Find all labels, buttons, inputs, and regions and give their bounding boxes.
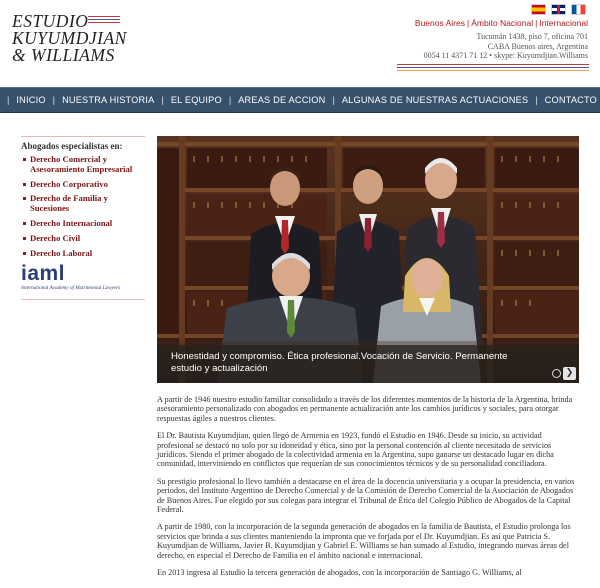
- sidebar-item-laboral[interactable]: Derecho Laboral: [30, 249, 145, 259]
- sidebar-item-internacional[interactable]: Derecho Internacional: [30, 219, 145, 229]
- region-links: Buenos Aires | Ámbito Nacional | Internacional: [414, 18, 588, 28]
- specialties-list: [21, 155, 145, 258]
- slider-dot[interactable]: [552, 369, 561, 378]
- sidebar-item-corporativo[interactable]: Derecho Corporativo: [30, 180, 145, 190]
- sidebar-divider: [21, 136, 145, 137]
- nav-contacto[interactable]: CONTACTO: [544, 95, 597, 105]
- sidebar-title: Abogados especialistas en:: [21, 141, 123, 151]
- iaml-badge[interactable]: [21, 264, 145, 300]
- nav-nuestra-historia[interactable]: NUESTRA HISTORIA: [62, 95, 155, 105]
- phone-skype: 0054 11 4371 71 12 • skype: Kuyumdjian.Williams: [423, 51, 588, 60]
- content-paragraph: A partir de 1980, con la incorporación de la segunda generación de abogados en la familia de Bautista, el Estudio prolonga los servicios que brinda a sus clientes manteniendo la impronta que ve forjada por el Dr. Kuyumdjian. Es así que Patricia S. Kuyumdjian de Williams, Javier B. Kuyumdjian y Gabriel E. Williams se han sumado al Estudio, integrando nuevas áreas del derecho, en especial el Derecho de Familia en el ámbito nacional e internacional.: [157, 522, 571, 560]
- logo-line-1: ESTUDIO: [12, 11, 89, 31]
- main-nav: | INICIO | NUESTRA HISTORIA | EL EQUIPO | AREAS DE ACCION | ALGUNAS DE NUESTRAS ACTUACIONES | CONTACTO: [0, 87, 600, 113]
- logo-stripes: [88, 16, 120, 25]
- france-flag-icon[interactable]: [571, 4, 586, 15]
- contact-address: [424, 32, 588, 61]
- spain-flag-icon[interactable]: [531, 4, 546, 15]
- sidebar-item-familia[interactable]: Derecho de Familia y Sucesiones: [30, 194, 145, 214]
- content-paragraph: En 2013 ingresa al Estudio la tercera generación de abogados, con la incorporación de Santiago G. Williams, al: [157, 568, 522, 578]
- logo-line-2: KUYUMDJIAN: [12, 28, 127, 48]
- iaml-tagline: International Academy of Matrimonial Lawyers: [21, 285, 121, 291]
- iaml-divider: [21, 299, 145, 300]
- nav-el-equipo[interactable]: EL EQUIPO: [170, 95, 222, 105]
- header-stripes: [397, 64, 589, 73]
- nav-areas-de-accion[interactable]: AREAS DE ACCION: [238, 95, 326, 105]
- iaml-logo: iaml: [21, 262, 66, 285]
- slider-caption: Honestidad y compromiso. Ética profesional.Vocación de Servicio. Permanente estudio y actualización: [157, 345, 579, 383]
- link-internacional[interactable]: Internacional: [539, 18, 588, 28]
- site-header: [0, 0, 600, 86]
- nav-actuaciones[interactable]: ALGUNAS DE NUESTRAS ACTUACIONES: [341, 95, 529, 105]
- nav-inicio[interactable]: INICIO: [16, 95, 46, 105]
- uk-flag-icon[interactable]: [551, 4, 566, 15]
- language-flags: [531, 4, 586, 15]
- sidebar-item-civil[interactable]: Derecho Civil: [30, 234, 145, 244]
- address-line: Tucumán 1438, piso 7, oficina 701: [476, 32, 588, 41]
- content-paragraph: Su prestigio profesional lo llevo también a destacarse en el área de la docencia universitaria y a ocupar la presidencia, en varios periodos, del Instituto Argentino de Derecho Comercial y de la Comisión de Derecho Comercial de la Asociación de Abogados de Buenos Aires. Fue elegido por sus colegas para integrar el Tribunal de Ética del Colegio Público de Abogados de la Capital Federal.: [157, 476, 575, 515]
- main-content: [157, 395, 577, 586]
- sidebar-item-comercial[interactable]: Derecho Comercial y Asesoramiento Empresarial: [30, 155, 145, 175]
- logo-line-3: & WILLIAMS: [12, 45, 115, 65]
- sidebar: [21, 136, 145, 291]
- link-ambito-nacional[interactable]: Ámbito Nacional: [471, 18, 534, 28]
- link-buenos-aires[interactable]: Buenos Aires: [414, 18, 465, 28]
- slider-next-icon[interactable]: ❯: [563, 367, 576, 380]
- content-paragraph: A partir de 1946 nuestro estudio familiar consolidado a través de los diferentes momentos de la historia de la Argentina, brinda asesoramiento personalizado con abogados en permanente actualización ante los cambios jurídicos y sociales, para otorgar respuestas ágiles a nuestros clientes.: [157, 395, 573, 423]
- hero-slider: [157, 136, 579, 383]
- address-city: CABA Buenos aires, Argentina: [487, 41, 588, 51]
- content-paragraph: El Dr. Bautista Kuyumdjian, quien llegó de Armenia en 1923, fundó el Estudio en 1946. Desde su inicio, su actividad profesional se destacó no solo por su idoneidad y ética, sino por la personal contención al cliente necesitado de servicios jurídicos. Siendo el primer abogado de la colectividad armenia en la Argentina, supo ganarse un destacado lugar en dicha comunidad, interviniendo en conflictos que requerían de sus conocimientos técnicos y de su personalidad conciliadora.: [157, 431, 554, 469]
